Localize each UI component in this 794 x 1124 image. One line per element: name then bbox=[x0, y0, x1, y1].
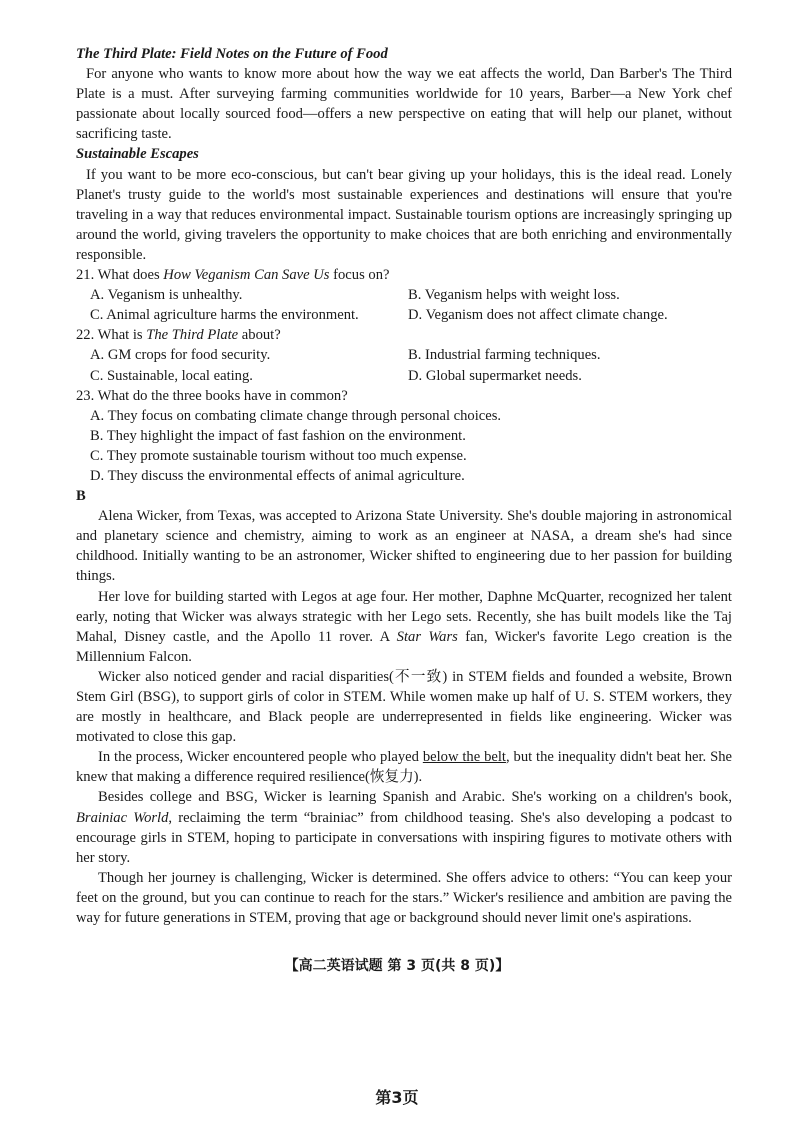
question-21-option-d: D. Veganism does not affect climate change. bbox=[408, 307, 668, 324]
question-22-option-a: A. GM crops for food security. bbox=[90, 347, 271, 364]
passage-b-paragraph-2: Her love for building started with Legos at age four. Her mother, Daphne McQuarter, recognized her talent early, noting that Wicker was always strategic with her Lego sets. Recently, she has built models like the Taj Mahal, Disney castle, and the Apollo 11 rover. A Star Wars fan, Wicker's favorite Lego creation is the Millennium Falcon. bbox=[76, 588, 732, 665]
question-21-option-b: B. Veganism helps with weight loss. bbox=[408, 287, 620, 304]
question-22-option-b: B. Industrial farming techniques. bbox=[408, 347, 601, 364]
page-footer: 【高二英语试题 第 3 页(共 8 页)】 bbox=[284, 958, 510, 974]
question-21-stem: 21. What does How Veganism Can Save Us focus on? bbox=[76, 267, 390, 284]
section-body-sustainable-escapes: If you want to be more eco-conscious, but can't bear giving up your holidays, this is the ideal read. Lonely Planet's trusty guide to the world's most sustainable experiences and destinations will ensure that you're traveling in a way that reduces environmental impact. Sustainable tourism options are increasingly springing up around the world, giving travelers the opportunity to make choices that are both enriching and environmentally responsible. bbox=[76, 166, 732, 263]
question-23-stem: 23. What do the three books have in common? bbox=[76, 387, 348, 404]
question-21-option-a: A. Veganism is unhealthy. bbox=[90, 287, 243, 304]
passage-b-paragraph-4: In the process, Wicker encountered people who played below the belt, but the inequality didn't beat her. She knew that making a difference required resilience(恢复力). bbox=[76, 749, 732, 786]
question-23-option-d: D. They discuss the environmental effects of animal agriculture. bbox=[90, 467, 465, 484]
question-22-stem: 22. What is The Third Plate about? bbox=[76, 327, 281, 344]
passage-b-paragraph-3: Wicker also noticed gender and racial disparities(不一致) in STEM fields and founded a website, Brown Stem Girl (BSG), to support girls of color in STEM. While women make up half of U. S. STEM workers, they are mostly in healthcare, and Black people are underrepresented in fields like engineering. Wicker was motivated to close this gap. bbox=[76, 668, 732, 746]
question-21 bbox=[76, 265, 732, 325]
question-23-option-a: A. They focus on combating climate change through personal choices. bbox=[90, 407, 502, 424]
part-b-label: B bbox=[76, 488, 86, 505]
page-content bbox=[76, 44, 732, 928]
question-23-option-c: C. They promote sustainable tourism without too much expense. bbox=[90, 447, 467, 464]
passage-b-paragraph-6: Though her journey is challenging, Wicker is determined. She offers advice to others: “You can keep your feet on the ground, but you can continue to reach for the stars.” Wicker's resilience and ambition are paving the way for future generations in STEM, proving that age or background should never limit one's aspirations. bbox=[76, 869, 732, 927]
section-title-sustainable-escapes: Sustainable Escapes bbox=[76, 146, 199, 163]
page-number: 第3页 bbox=[375, 1088, 419, 1107]
passage-b-paragraph-5: Besides college and BSG, Wicker is learning Spanish and Arabic. She's working on a children's book, Brainiac World, reclaiming the term “brainiac” from childhood teasing. She's also developing a podcast to encourage girls in STEM, hoping to participate in conversations with inspiring figures to motivate others with her story. bbox=[76, 789, 732, 866]
question-21-option-c: C. Animal agriculture harms the environment. bbox=[90, 307, 359, 324]
section-title-third-plate: The Third Plate: Field Notes on the Future of Food bbox=[76, 46, 388, 62]
underlined-phrase: below the belt bbox=[422, 749, 506, 766]
question-22 bbox=[76, 325, 732, 385]
passage-b-paragraph-1: Alena Wicker, from Texas, was accepted to Arizona State University. She's double majoring in astronomical and planetary science and chemistry, aiming to work as an engineer at NASA, a dream she's had since childhood. Initially wanting to be an astronomer, Wicker shifted to engineering due to her passion for building things. bbox=[76, 508, 732, 585]
question-23-option-b: B. They highlight the impact of fast fashion on the environment. bbox=[90, 427, 466, 444]
question-23 bbox=[76, 386, 732, 486]
section-body-third-plate: For anyone who wants to know more about how the way we eat affects the world, Dan Barber's The Third Plate is a must. After surveying farming communities worldwide for 10 years, Barber—a New York chef passionate about locally sourced food—offers a new perspective on eating that will help our planet, without sacrificing taste. bbox=[76, 66, 732, 143]
question-22-option-d: D. Global supermarket needs. bbox=[408, 367, 582, 384]
question-22-option-c: C. Sustainable, local eating. bbox=[90, 367, 253, 384]
